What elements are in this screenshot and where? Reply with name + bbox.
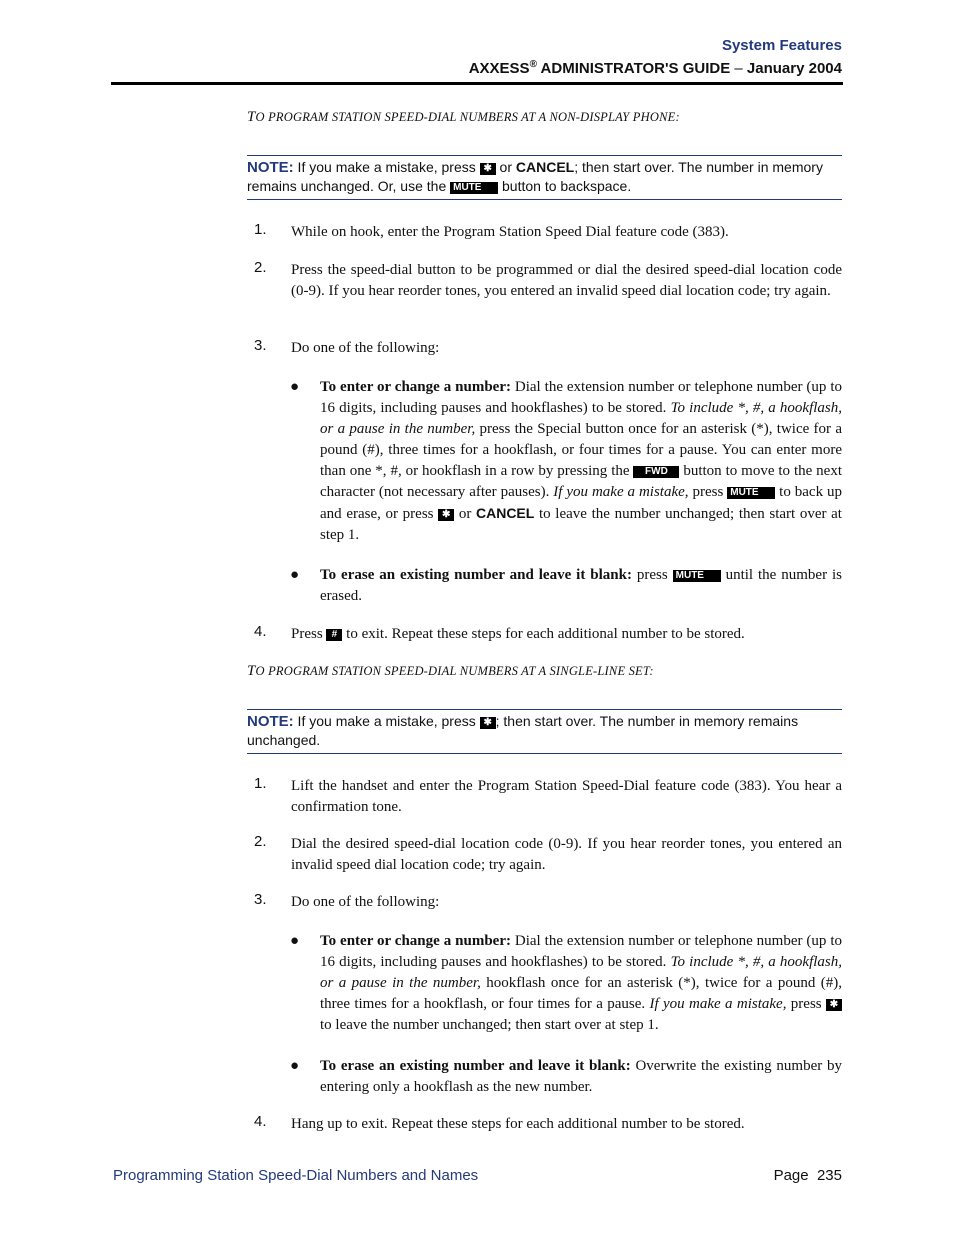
cancel-key-label: CANCEL — [515, 159, 575, 175]
mute-key-icon: MUTE — [727, 487, 775, 499]
step-item: 4. Press # to exit. Repeat these steps for each additional number to be stored. — [254, 623, 745, 642]
star-key-icon: ✱ — [480, 163, 496, 175]
bullet-icon: ● — [290, 567, 300, 583]
header-section-title: System Features — [721, 37, 842, 54]
bullet-icon: ● — [290, 1058, 300, 1074]
bullet-item-erase-number: ● To erase an existing number and leave it blank: Overwrite the existing number by entering only a hookflash as the new number. — [290, 1058, 842, 1095]
footer-page-number: Page 235 — [773, 1167, 842, 1184]
star-key-icon: ✱ — [826, 999, 842, 1011]
step-item: 2. Press the speed-dial button to be programmed or dial the desired speed-dial location code (0-9). If you hear reorder tones, you entered an invalid speed dial location code; try again. — [254, 259, 842, 299]
procedure-heading-non-display: TO PROGRAM STATION SPEED-DIAL NUMBERS AT A NON-DISPLAY PHONE: — [247, 109, 680, 125]
bullet-item-enter-number: ● To enter or change a number: Dial the extension number or telephone number (up to 16 digits, including pauses and hookflashes) to be stored. To include *, #, a hookflash, or a pause in the number, hookflash once for an asterisk (*), twice for a pound (#), three times for a hookflash, or four times for a pause. If you make a mistake, press ✱ to leave the number unchanged; then start over at step 1. — [290, 933, 842, 1033]
bullet-item-enter-number: ● To enter or change a number: Dial the extension number or telephone number (up to 16 digits, including pauses and hookflashes) to be stored. To include *, #, a hookflash, or a pause in the number, press the Special button once for an asterisk (*), twice for a pound (#), three times for a hookflash, or four times for a pause. You can enter more than one *, #, or hookflash in a row by pressing the FWD button to move to the next character (not necessary after pauses). If you make a mistake, press MUTE to back up and erase, or press ✱ or CANCEL to leave the number unchanged; then start over at step 1. — [290, 379, 843, 543]
bullet-icon: ● — [290, 933, 300, 949]
star-key-icon: ✱ — [438, 509, 454, 521]
footer-chapter-title: Programming Station Speed-Dial Numbers and Names — [113, 1167, 479, 1184]
step-item: 3. Do one of the following: — [254, 337, 440, 356]
procedure-heading-single-line: TO PROGRAM STATION SPEED-DIAL NUMBERS AT A SINGLE-LINE SET: — [247, 663, 654, 679]
mute-key-icon: MUTE — [450, 182, 498, 194]
star-key-icon: ✱ — [480, 717, 496, 729]
header-guide-title: AXXESS® ADMINISTRATOR'S GUIDE – January 2004 — [468, 59, 842, 77]
step-item: 3. Do one of the following: — [254, 891, 440, 910]
fwd-key-icon: FWD — [633, 466, 679, 478]
note-box-single-line: NOTE: If you make a mistake, press ✱ ; then start over. The number in memory remains unchanged. — [247, 709, 842, 754]
mute-key-icon: MUTE — [673, 570, 721, 582]
note-box-non-display: NOTE: If you make a mistake, press ✱ or CANCEL; then start over. The number in memory remains unchanged. Or, use the MUTE button to backspace. — [247, 155, 842, 200]
step-item: 4. Hang up to exit. Repeat these steps for each additional number to be stored. — [254, 1113, 745, 1132]
header-rule — [111, 82, 843, 85]
bullet-item-erase-number: ● To erase an existing number and leave it blank: press MUTE until the number is erased. — [290, 567, 842, 604]
step-item: 1. Lift the handset and enter the Program Station Speed-Dial feature code (383). You hear a confirmation tone. — [254, 775, 842, 815]
note-label: NOTE: — [247, 713, 294, 730]
note-label: NOTE: — [247, 159, 294, 176]
bullet-icon: ● — [290, 379, 300, 395]
pound-key-icon: # — [326, 629, 342, 641]
step-item: 1. While on hook, enter the Program Station Speed Dial feature code (383). — [254, 221, 729, 240]
cancel-key-label: CANCEL — [475, 505, 535, 521]
step-item: 2. Dial the desired speed-dial location code (0-9). If you hear reorder tones, you entered an invalid speed dial location code; try again. — [254, 833, 842, 873]
